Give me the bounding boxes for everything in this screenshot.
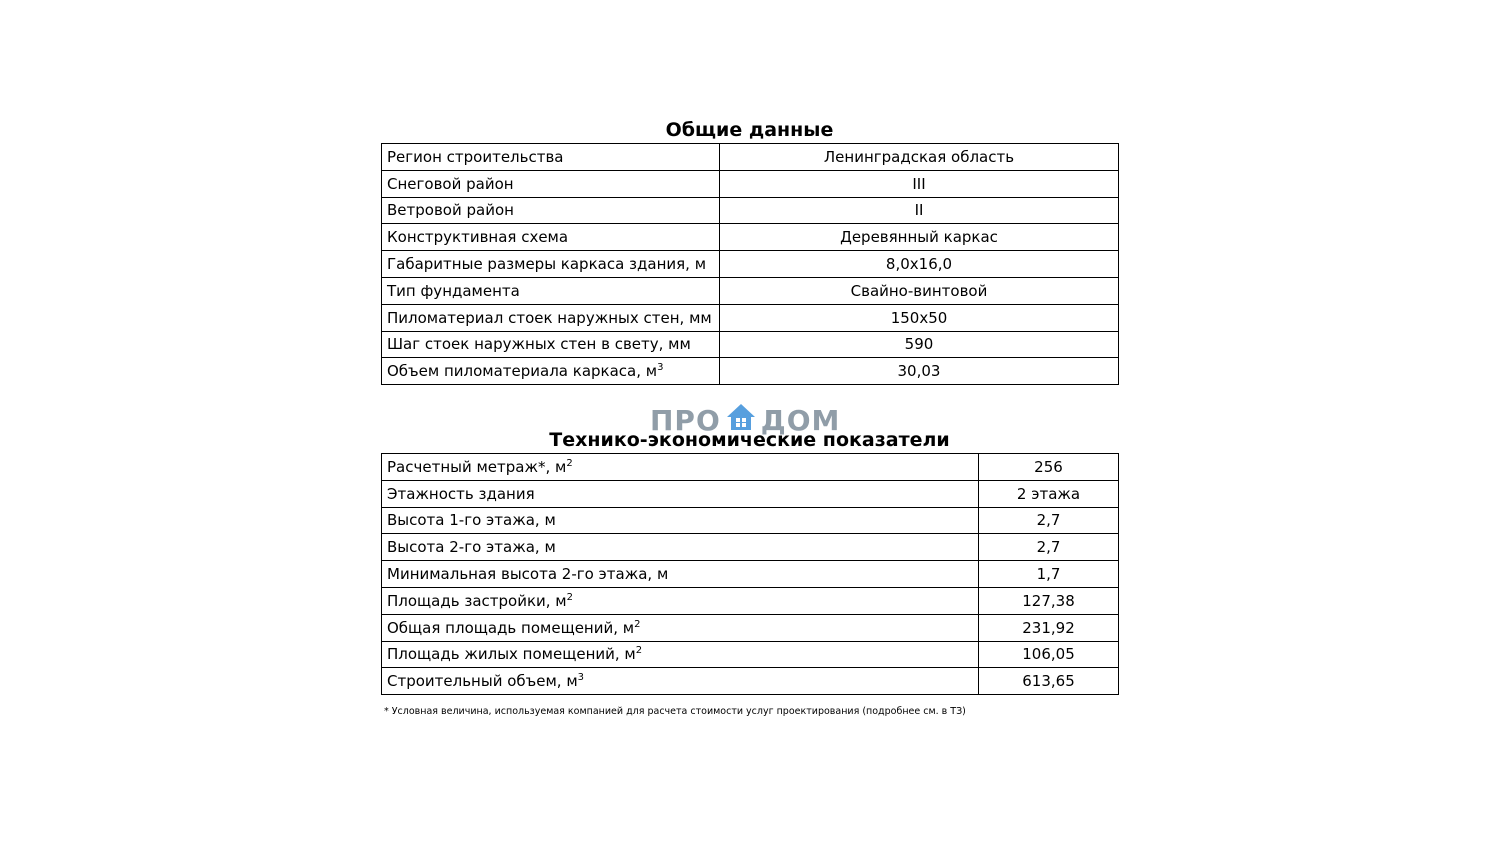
- row-label: Ветровой район: [387, 201, 514, 220]
- row-label-cell: [382, 251, 720, 278]
- row-value: 1,7: [979, 561, 1119, 588]
- row-label-cell: [382, 224, 720, 251]
- table-row: [382, 170, 1119, 197]
- row-label: Расчетный метраж*, м: [387, 457, 567, 476]
- table-row: [382, 480, 1119, 507]
- watermark-text-left: ПРО: [650, 403, 721, 437]
- unit-superscript: 3: [657, 362, 664, 374]
- table-row: [382, 144, 1119, 171]
- row-label: Конструктивная схема: [387, 228, 569, 247]
- table-row: [382, 331, 1119, 358]
- row-label: Габаритные размеры каркаса здания, м: [387, 255, 707, 274]
- row-label-cell: [382, 507, 979, 534]
- row-value: 590: [720, 331, 1119, 358]
- row-value: 231,92: [979, 614, 1119, 641]
- row-label: Площадь жилых помещений, м: [387, 645, 636, 664]
- footnote: * Условная величина, используемая компанией для расчета стоимости услуг проектирования (подробнее см. в ТЗ): [384, 706, 966, 717]
- unit-superscript: 2: [566, 591, 573, 603]
- row-label: Тип фундамента: [387, 281, 520, 300]
- row-label: Снеговой район: [387, 174, 514, 193]
- row-value: 2,7: [979, 534, 1119, 561]
- row-value: 106,05: [979, 641, 1119, 668]
- row-label-cell: [382, 587, 979, 614]
- row-label: Высота 2-го этажа, м: [387, 538, 556, 557]
- row-label-cell: [382, 668, 979, 695]
- watermark-text-right: ДОМ: [760, 403, 841, 437]
- row-label-cell: [382, 480, 979, 507]
- row-label-cell: [382, 144, 720, 171]
- table-row: [382, 304, 1119, 331]
- row-label-cell: [382, 641, 979, 668]
- table-row: [382, 358, 1119, 385]
- row-label-cell: [382, 561, 979, 588]
- row-value: 613,65: [979, 668, 1119, 695]
- row-value: II: [720, 197, 1119, 224]
- table-row: [382, 668, 1119, 695]
- general-data-body: [382, 144, 1119, 385]
- general-data-title: Общие данные: [665, 119, 834, 141]
- unit-superscript: 3: [577, 672, 585, 684]
- table-row: [382, 224, 1119, 251]
- unit-superscript: 2: [566, 457, 573, 469]
- row-value: Свайно-винтовой: [720, 277, 1119, 304]
- unit-superscript: 2: [634, 618, 641, 630]
- row-label-cell: [382, 454, 979, 481]
- unit-superscript: 2: [635, 645, 643, 657]
- row-value: 8,0x16,0: [720, 251, 1119, 278]
- general-data-table: [381, 143, 1119, 385]
- table-row: [382, 534, 1119, 561]
- row-label: Минимальная высота 2-го этажа, м: [387, 565, 669, 584]
- row-value: 2 этажа: [979, 480, 1119, 507]
- row-value: 256: [979, 454, 1119, 481]
- table-row: [382, 561, 1119, 588]
- table-row: [382, 614, 1119, 641]
- row-label-cell: [382, 331, 720, 358]
- row-label: Шаг стоек наружных стен в свету, мм: [387, 335, 691, 354]
- row-value: III: [720, 170, 1119, 197]
- row-label: Общая площадь помещений, м: [387, 618, 635, 637]
- row-label-cell: [382, 197, 720, 224]
- table-row: [382, 197, 1119, 224]
- row-value: 150x50: [720, 304, 1119, 331]
- row-label: Этажность здания: [387, 484, 535, 503]
- tech-indicators-table: [381, 453, 1119, 695]
- row-label-cell: [382, 614, 979, 641]
- tech-indicators-title: Технико-экономические показатели: [549, 429, 950, 451]
- tech-indicators-body: [382, 454, 1119, 695]
- row-label-cell: [382, 534, 979, 561]
- row-label: Площадь застройки, м: [387, 591, 567, 610]
- table-row: [382, 277, 1119, 304]
- row-label-cell: [382, 304, 720, 331]
- row-label: Объем пиломатериала каркаса, м: [387, 362, 658, 381]
- row-value: Ленинградская область: [720, 144, 1119, 171]
- row-label-cell: [382, 170, 720, 197]
- row-value: 30,03: [720, 358, 1119, 385]
- row-label: Высота 1-го этажа, м: [387, 511, 556, 530]
- table-row: [382, 587, 1119, 614]
- table-row: [382, 251, 1119, 278]
- row-label: Регион строительства: [387, 147, 564, 166]
- table-row: [382, 641, 1119, 668]
- table-row: [382, 507, 1119, 534]
- row-value: 127,38: [979, 587, 1119, 614]
- table-row: [382, 454, 1119, 481]
- row-value: Деревянный каркас: [720, 224, 1119, 251]
- row-label-cell: [382, 277, 720, 304]
- row-value: 2,7: [979, 507, 1119, 534]
- row-label: Строительный объем, м: [387, 672, 578, 691]
- row-label-cell: [382, 358, 720, 385]
- row-label: Пиломатериал стоек наружных стен, мм: [387, 308, 712, 327]
